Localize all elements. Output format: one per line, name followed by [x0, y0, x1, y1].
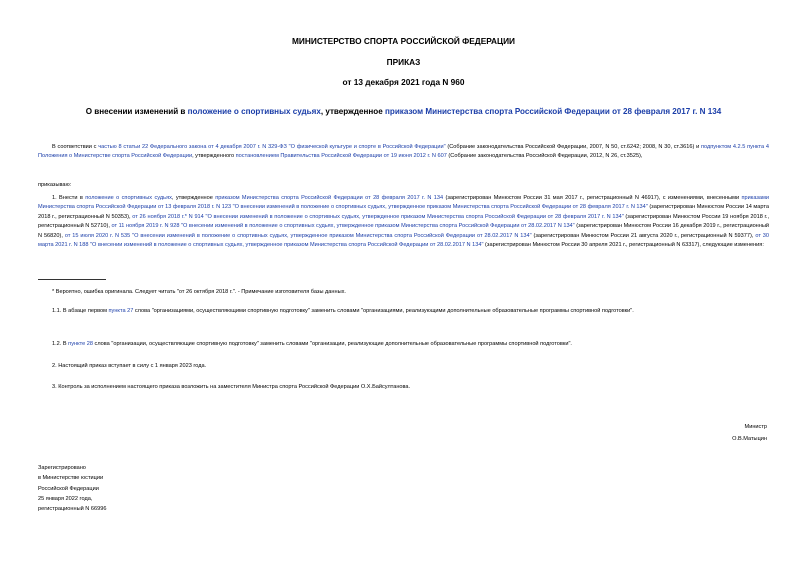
item-text: (зарегистрирован Минюстом России 21 августа 2020 г., регистрационный N 59377), [531, 232, 756, 239]
registration-line: в Министерстве юстиции [38, 475, 104, 482]
title-middle: , утвержденное [320, 107, 385, 116]
order-heading: ПРИКАЗ [386, 57, 421, 67]
item-text: 1. Внести в [52, 195, 86, 201]
preamble-paragraph [38, 143, 769, 162]
link-order-123[interactable]: приказами Министерства спорта Российской Федерации от 13 февраля 2018 г. N 123 "О внесении изменений в положение о спортивных судьях, утвержденное приказом Министерства спорта Российской Федерации от 28 февраля 2017 г. N 134" [38, 195, 770, 211]
registration-block [38, 463, 106, 514]
order-date: от 13 декабря 2021 года N 960 [342, 77, 465, 87]
item-text: 2. Настоящий приказ вступает в силу с 1 января 2023 года. [52, 363, 207, 369]
item-text: (зарегистрирован Минюстом России 16 декабря 2019 г., регистрационный N 56820), [38, 223, 769, 239]
link-federal-law[interactable]: частью 8 статьи 22 Федерального закона от 4 декабря 2007 г. N 329-ФЗ "О физической культуре и спорте в Российской Федерации" [98, 144, 446, 150]
footnote-divider [38, 279, 106, 280]
title-link-order[interactable]: приказом Министерства спорта Российской Федерации от 28 февраля 2017 г. N 134 [385, 107, 722, 116]
signatory-title: Министр [744, 424, 767, 430]
link-regulation[interactable]: положение о спортивных судьях [85, 195, 172, 201]
item-1-paragraph [38, 194, 769, 250]
item-text: 1.1. В абзаце первом [52, 308, 109, 314]
item-text: (зарегистрирован Минюстом России 14 марта 2018 г., регистрационный N 50353), [38, 204, 769, 220]
registration-line: регистрационный N 66996 [38, 506, 107, 513]
link-clause-28[interactable]: пункте 28 [68, 341, 93, 347]
registration-line: Российской Федерации [38, 485, 99, 492]
link-order-535[interactable]: от 15 июля 2020 г. N 535 "О внесении изменений в положение о спортивных судьях, утвержденное приказом Министерства спорта Российской Федерации от 28.02.2017 N 134" [64, 232, 532, 239]
link-ministry-regulation[interactable]: подпунктом 4.2.5 пункта 4 Положения о Министерстве спорта Российской Федерации [38, 144, 769, 160]
orders-word: приказываю: [38, 182, 72, 188]
item-text: 3. Контроль за исполнением настоящего приказа возложить на заместителя Министра спорта Российской Федерации О.Х.Байсултанова. [52, 384, 411, 390]
title-prefix: О внесении изменений в [85, 107, 188, 116]
item-3-paragraph [38, 383, 769, 392]
item-text: (зарегистрирован Минюстом России 19 ноября 2018 г., регистрационный N 52710), [38, 213, 770, 230]
link-order-188[interactable]: от 30 марта 2021 г. N 188 "О внесении изменений в положение о спортивных судьях, утвержденное приказом Министерства спорта Российской Федерации от 28.02.2017 N 134" [38, 232, 770, 249]
item-text: 1.2. В [52, 341, 69, 347]
item-text: (зарегистрирован Минюстом России 30 апреля 2021 г., регистрационный N 63317), следующие изменения: [483, 242, 764, 249]
link-clause-27[interactable]: пункта 27 [108, 308, 134, 314]
preamble-text: (Собрание законодательства Российской Федерации, 2007, N 50, ст.6242; 2008, N 30, ст.3616) и [445, 144, 701, 150]
item-text: слова "организациями, осуществляющими спортивную подготовку" заменить словами "организациями, реализующими дополнительные образовательные программы спортивной подготовки". [133, 308, 634, 314]
signatory-name: О.В.Матыцин [732, 436, 767, 442]
item-text: , утвержденное [171, 195, 216, 201]
preamble-text: В соответствии с [52, 144, 99, 150]
registration-line: Зарегистрировано [38, 465, 86, 471]
item-1-1-paragraph [38, 307, 769, 316]
item-1-2-paragraph [38, 340, 769, 349]
item-text: (зарегистрирован Минюстом России 31 мая 2017 г., регистрационный N 46917), с изменениями, внесенными [443, 195, 742, 201]
document-title [20, 107, 787, 116]
item-text: слова "организации, осуществляющие спортивную подготовку" заменить словами "организации, реализующие дополнительные образовательные программы спортивной подготовки". [92, 341, 572, 347]
link-order-134[interactable]: приказом Министерства спорта Российской Федерации от 28 февраля 2017 г. N 134 [215, 195, 444, 201]
item-2-paragraph [38, 362, 769, 371]
link-government-decree[interactable]: постановлением Правительства Российской Федерации от 19 июня 2012 г. N 607 [235, 153, 447, 160]
preamble-text: , утвержденного [192, 153, 236, 160]
registration-line: 25 января 2022 года, [38, 495, 93, 502]
footnote: * Вероятно, ошибка оригинала. Следует читать "от 26 октября 2018 г.". - Примечание изготовителя базы данных. [52, 289, 346, 295]
ministry-heading: МИНИСТЕРСТВО СПОРТА РОССИЙСКОЙ ФЕДЕРАЦИИ [291, 36, 516, 46]
link-order-914[interactable]: от 26 ноября 2018 г.* N 914 "О внесении изменений в положение о спортивных судьях, утвержденное приказом Министерства спорта Российской Федерации от 28 февраля 2017 г. N 134" [132, 213, 624, 220]
title-link-regulation[interactable]: положение о спортивных судьях [187, 107, 321, 116]
preamble-text: (Собрание законодательства Российской Федерации, 2012, N 26, ст.3525), [446, 153, 643, 160]
link-order-928[interactable]: от 11 ноября 2019 г. N 928 "О внесении изменений в положение о спортивных судьях, утвержденное приказом Министерства спорта Российской Федерации от 28.02.2017 N 134" [111, 223, 575, 230]
